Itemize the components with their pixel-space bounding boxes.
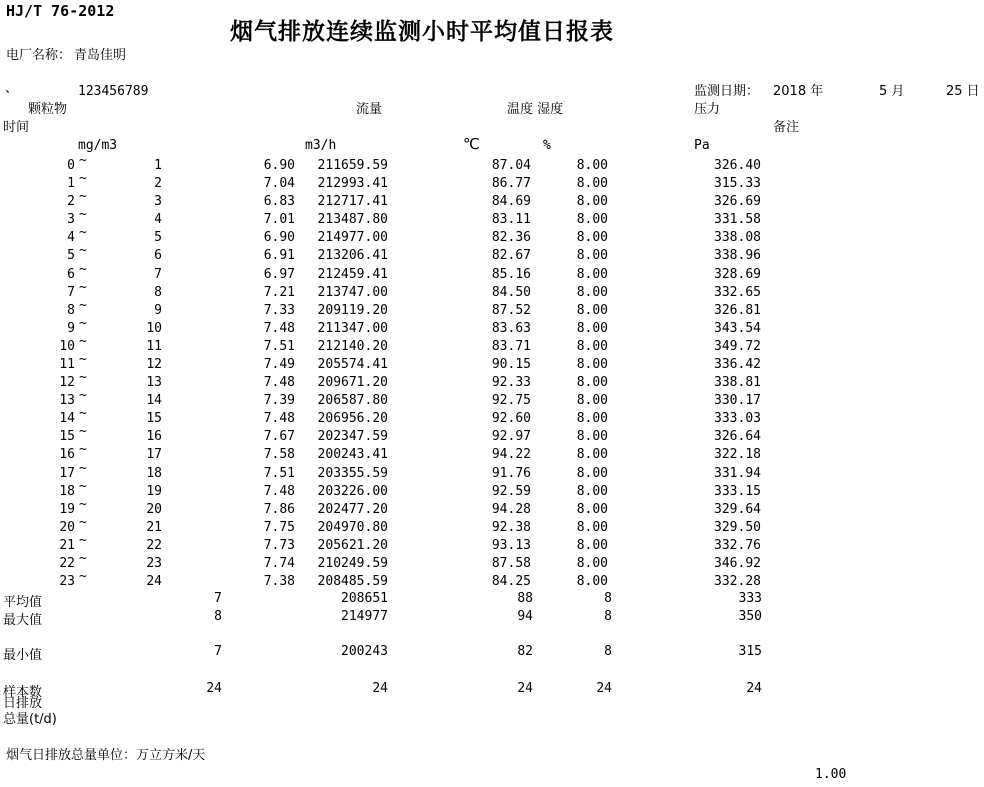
cell-hour-start: 13 <box>59 393 75 408</box>
cell-flow: 205574.41 <box>317 357 388 372</box>
cell-flow: 203355.59 <box>317 466 388 481</box>
cell-humidity: 8.00 <box>576 357 608 372</box>
cell-humidity: 8.00 <box>576 267 608 282</box>
tilde-separator: ~ <box>79 189 87 204</box>
cell-flow: 205621.20 <box>317 538 388 553</box>
cell-pressure: 336.42 <box>714 357 761 372</box>
cell-pressure: 331.58 <box>714 212 761 227</box>
cell-flow: 213747.00 <box>317 285 388 300</box>
cell-humidity: 8.00 <box>576 502 608 517</box>
cell-humidity: 8.00 <box>576 339 608 354</box>
cell-pressure: 332.28 <box>714 574 761 589</box>
cell-hour-start: 10 <box>59 339 75 354</box>
cell-hour-start: 23 <box>59 574 75 589</box>
tilde-separator: ~ <box>79 280 87 295</box>
cell-humidity: 8.00 <box>576 574 608 589</box>
cell-hour-start: 12 <box>59 375 75 390</box>
cell-flow: 212459.41 <box>317 267 388 282</box>
cell-hour-end: 14 <box>146 393 162 408</box>
summary-cell-flow: 208651 <box>341 591 388 606</box>
cell-temp: 83.63 <box>491 321 531 336</box>
cell-pressure: 338.96 <box>714 248 761 263</box>
cell-humidity: 8.00 <box>576 248 608 263</box>
cell-humidity: 8.00 <box>576 194 608 209</box>
col-header-temp-humidity: 温度 湿度 <box>507 102 564 117</box>
tilde-separator: ~ <box>79 370 87 385</box>
cell-pm: 7.33 <box>263 303 295 318</box>
cell-hour-end: 6 <box>154 248 162 263</box>
cell-humidity: 8.00 <box>576 176 608 191</box>
col-header-pm: 颗粒物 <box>28 102 68 117</box>
cell-hour-end: 18 <box>146 466 162 481</box>
cell-humidity: 8.00 <box>576 466 608 481</box>
cell-hour-start: 14 <box>59 411 75 426</box>
monitor-date-year: 2018 年 <box>773 84 824 99</box>
cell-hour-end: 24 <box>146 574 162 589</box>
summary-row-label: 样本数 <box>3 685 43 700</box>
cell-hour-end: 16 <box>146 429 162 444</box>
cell-pm: 7.49 <box>263 357 295 372</box>
cell-temp: 90.15 <box>491 357 531 372</box>
cell-flow: 214977.00 <box>317 230 388 245</box>
cell-humidity: 8.00 <box>576 520 608 535</box>
cell-flow: 204970.80 <box>317 520 388 535</box>
cell-flow: 213487.80 <box>317 212 388 227</box>
cell-humidity: 8.00 <box>576 321 608 336</box>
cell-humidity: 8.00 <box>576 375 608 390</box>
cell-temp: 82.36 <box>491 230 531 245</box>
cell-pressure: 331.94 <box>714 466 761 481</box>
cell-flow: 209671.20 <box>317 375 388 390</box>
cell-temp: 84.25 <box>491 574 531 589</box>
cell-pressure: 346.92 <box>714 556 761 571</box>
cell-pressure: 338.81 <box>714 375 761 390</box>
cell-flow: 209119.20 <box>317 303 388 318</box>
cell-hour-end: 8 <box>154 285 162 300</box>
cell-pressure: 332.76 <box>714 538 761 553</box>
cell-hour-end: 1 <box>154 158 162 173</box>
cell-temp: 87.04 <box>491 158 531 173</box>
cell-hour-start: 1 <box>67 176 75 191</box>
tilde-separator: ~ <box>79 424 87 439</box>
summary-cell-pressure: 315 <box>738 644 762 659</box>
summary-cell-pressure: 333 <box>738 591 762 606</box>
summary-cell-humidity: 8 <box>604 609 612 624</box>
cell-temp: 92.97 <box>491 429 531 444</box>
cell-humidity: 8.00 <box>576 230 608 245</box>
cell-hour-end: 3 <box>154 194 162 209</box>
summary-cell-pm: 7 <box>214 644 222 659</box>
col-header-flow: 流量 <box>356 102 383 117</box>
col-header-pressure: 压力 <box>694 102 721 117</box>
standard-code: HJ/T 76-2012 <box>6 2 115 20</box>
cell-flow: 212140.20 <box>317 339 388 354</box>
cell-hour-end: 19 <box>146 484 162 499</box>
tilde-separator: ~ <box>79 388 87 403</box>
summary-cell-flow: 24 <box>372 681 388 696</box>
cell-pressure: 349.72 <box>714 339 761 354</box>
cell-pm: 7.58 <box>263 447 295 462</box>
summary-cell-flow: 214977 <box>341 609 388 624</box>
punctuation-mark: 、 <box>5 81 19 96</box>
cell-flow: 206956.20 <box>317 411 388 426</box>
cell-hour-end: 21 <box>146 520 162 535</box>
tilde-separator: ~ <box>79 442 87 457</box>
tilde-separator: ~ <box>79 551 87 566</box>
cell-humidity: 8.00 <box>576 538 608 553</box>
cell-pm: 7.01 <box>263 212 295 227</box>
unit-flow: m3/h <box>305 138 337 153</box>
cell-pressure: 338.08 <box>714 230 761 245</box>
cell-hour-end: 4 <box>154 212 162 227</box>
cell-pressure: 343.54 <box>714 321 761 336</box>
cell-humidity: 8.00 <box>576 285 608 300</box>
cell-hour-end: 17 <box>146 447 162 462</box>
cell-pressure: 333.15 <box>714 484 761 499</box>
tilde-separator: ~ <box>79 497 87 512</box>
cell-pm: 7.75 <box>263 520 295 535</box>
cell-temp: 91.76 <box>491 466 531 481</box>
summary-cell-humidity: 8 <box>604 591 612 606</box>
cell-humidity: 8.00 <box>576 393 608 408</box>
cell-pm: 7.48 <box>263 484 295 499</box>
cell-flow: 200243.41 <box>317 447 388 462</box>
summary-cell-pm: 8 <box>214 609 222 624</box>
summary-cell-temp: 24 <box>517 681 533 696</box>
cell-pressure: 333.03 <box>714 411 761 426</box>
page-number: 1.00 <box>815 767 847 782</box>
cell-pressure: 326.81 <box>714 303 761 318</box>
cell-hour-start: 17 <box>59 466 75 481</box>
cell-pm: 7.39 <box>263 393 295 408</box>
tilde-separator: ~ <box>79 461 87 476</box>
cell-hour-start: 15 <box>59 429 75 444</box>
tilde-separator: ~ <box>79 243 87 258</box>
cell-humidity: 8.00 <box>576 429 608 444</box>
cell-pm: 7.51 <box>263 466 295 481</box>
cell-pressure: 326.40 <box>714 158 761 173</box>
cell-hour-start: 16 <box>59 447 75 462</box>
tilde-separator: ~ <box>79 406 87 421</box>
cell-pm: 7.67 <box>263 429 295 444</box>
cell-temp: 92.33 <box>491 375 531 390</box>
tilde-separator: ~ <box>79 352 87 367</box>
cell-humidity: 8.00 <box>576 212 608 227</box>
cell-hour-start: 9 <box>67 321 75 336</box>
cell-pm: 6.97 <box>263 267 295 282</box>
cell-hour-end: 13 <box>146 375 162 390</box>
cell-hour-end: 5 <box>154 230 162 245</box>
cell-humidity: 8.00 <box>576 556 608 571</box>
cell-flow: 211347.00 <box>317 321 388 336</box>
cell-hour-end: 11 <box>146 339 162 354</box>
cell-pressure: 315.33 <box>714 176 761 191</box>
monitor-date-day: 25 日 <box>946 84 980 99</box>
cell-pm: 7.38 <box>263 574 295 589</box>
emission-unit-note: 烟气日排放总量单位：万立方米/天 <box>6 748 206 763</box>
cell-flow: 203226.00 <box>317 484 388 499</box>
cell-humidity: 8.00 <box>576 411 608 426</box>
cell-hour-start: 5 <box>67 248 75 263</box>
monitor-date-label: 监测日期： <box>694 84 760 99</box>
page-title: 烟气排放连续监测小时平均值日报表 <box>230 19 614 45</box>
cell-hour-start: 8 <box>67 303 75 318</box>
summary-cell-temp: 82 <box>517 644 533 659</box>
cell-flow: 212717.41 <box>317 194 388 209</box>
cell-hour-start: 0 <box>67 158 75 173</box>
cell-temp: 92.60 <box>491 411 531 426</box>
cell-temp: 83.11 <box>491 212 531 227</box>
cell-pm: 6.91 <box>263 248 295 263</box>
cell-pressure: 332.65 <box>714 285 761 300</box>
cell-hour-end: 7 <box>154 267 162 282</box>
cell-temp: 94.28 <box>491 502 531 517</box>
cell-pressure: 329.50 <box>714 520 761 535</box>
tilde-separator: ~ <box>79 207 87 222</box>
cell-hour-start: 22 <box>59 556 75 571</box>
cell-humidity: 8.00 <box>576 447 608 462</box>
cell-flow: 206587.80 <box>317 393 388 408</box>
summary-cell-humidity: 8 <box>604 644 612 659</box>
cell-flow: 212993.41 <box>317 176 388 191</box>
cell-flow: 211659.59 <box>317 158 388 173</box>
cell-hour-start: 21 <box>59 538 75 553</box>
tilde-separator: ~ <box>79 515 87 530</box>
cell-hour-start: 11 <box>59 357 75 372</box>
plant-name-value: 青岛佳明 <box>74 48 127 63</box>
cell-temp: 87.52 <box>491 303 531 318</box>
cell-temp: 82.67 <box>491 248 531 263</box>
cell-hour-start: 3 <box>67 212 75 227</box>
cell-pressure: 326.64 <box>714 429 761 444</box>
cell-hour-start: 4 <box>67 230 75 245</box>
tilde-separator: ~ <box>79 569 87 584</box>
summary-cell-temp: 88 <box>517 591 533 606</box>
cell-temp: 86.77 <box>491 176 531 191</box>
cell-pressure: 329.64 <box>714 502 761 517</box>
cell-hour-start: 19 <box>59 502 75 517</box>
cell-hour-end: 23 <box>146 556 162 571</box>
summary-cell-pressure: 24 <box>746 681 762 696</box>
cell-humidity: 8.00 <box>576 484 608 499</box>
cell-flow: 208485.59 <box>317 574 388 589</box>
cell-pressure: 328.69 <box>714 267 761 282</box>
cell-temp: 92.75 <box>491 393 531 408</box>
monitor-date-month: 5 月 <box>879 84 905 99</box>
summary-cell-pm: 7 <box>214 591 222 606</box>
cell-hour-start: 18 <box>59 484 75 499</box>
cell-temp: 83.71 <box>491 339 531 354</box>
unit-pm: mg/m3 <box>78 138 118 153</box>
unit-pressure: Pa <box>694 138 710 153</box>
cell-pm: 7.48 <box>263 411 295 426</box>
cell-pm: 7.48 <box>263 321 295 336</box>
summary-row-label: 最大值 <box>3 613 43 628</box>
daily-emission-label-line1: 日排放 <box>3 696 43 711</box>
cell-pressure: 326.69 <box>714 194 761 209</box>
unit-humidity: % <box>543 138 551 153</box>
tilde-separator: ~ <box>79 298 87 313</box>
col-header-time: 时间 <box>3 120 30 135</box>
cell-temp: 93.13 <box>491 538 531 553</box>
tilde-separator: ~ <box>79 533 87 548</box>
cell-pm: 7.04 <box>263 176 295 191</box>
cell-temp: 85.16 <box>491 267 531 282</box>
tilde-separator: ~ <box>79 225 87 240</box>
cell-hour-end: 10 <box>146 321 162 336</box>
cell-humidity: 8.00 <box>576 158 608 173</box>
cell-hour-end: 22 <box>146 538 162 553</box>
summary-row-label: 平均值 <box>3 595 43 610</box>
cell-pm: 7.21 <box>263 285 295 300</box>
tilde-separator: ~ <box>79 153 87 168</box>
col-header-remark: 备注 <box>773 120 800 135</box>
cell-hour-end: 15 <box>146 411 162 426</box>
cell-flow: 210249.59 <box>317 556 388 571</box>
cell-pm: 7.86 <box>263 502 295 517</box>
cell-temp: 92.59 <box>491 484 531 499</box>
cell-temp: 94.22 <box>491 447 531 462</box>
cell-pm: 7.73 <box>263 538 295 553</box>
cell-temp: 84.50 <box>491 285 531 300</box>
cell-temp: 87.58 <box>491 556 531 571</box>
summary-cell-temp: 94 <box>517 609 533 624</box>
cell-hour-end: 9 <box>154 303 162 318</box>
cell-pm: 7.48 <box>263 375 295 390</box>
cell-flow: 213206.41 <box>317 248 388 263</box>
cell-pm: 6.83 <box>263 194 295 209</box>
cell-hour-start: 20 <box>59 520 75 535</box>
cell-pressure: 322.18 <box>714 447 761 462</box>
plant-name-label: 电厂名称： <box>6 48 72 63</box>
cell-pm: 7.51 <box>263 339 295 354</box>
cell-hour-end: 12 <box>146 357 162 372</box>
cell-pm: 6.90 <box>263 230 295 245</box>
tilde-separator: ~ <box>79 316 87 331</box>
cell-pm: 7.74 <box>263 556 295 571</box>
serial-number: 123456789 <box>78 84 149 99</box>
tilde-separator: ~ <box>79 334 87 349</box>
cell-flow: 202347.59 <box>317 429 388 444</box>
summary-cell-humidity: 24 <box>596 681 612 696</box>
summary-cell-pm: 24 <box>206 681 222 696</box>
summary-cell-flow: 200243 <box>341 644 388 659</box>
cell-hour-start: 2 <box>67 194 75 209</box>
cell-pm: 6.90 <box>263 158 295 173</box>
tilde-separator: ~ <box>79 171 87 186</box>
cell-temp: 84.69 <box>491 194 531 209</box>
tilde-separator: ~ <box>79 262 87 277</box>
daily-emission-label-line2: 总量(t/d) <box>3 712 57 727</box>
summary-row-label: 最小值 <box>3 648 43 663</box>
cell-temp: 92.38 <box>491 520 531 535</box>
cell-hour-end: 2 <box>154 176 162 191</box>
cell-flow: 202477.20 <box>317 502 388 517</box>
cell-hour-end: 20 <box>146 502 162 517</box>
summary-cell-pressure: 350 <box>738 609 762 624</box>
unit-temp: ℃ <box>463 135 480 153</box>
cell-hour-start: 7 <box>67 285 75 300</box>
cell-hour-start: 6 <box>67 267 75 282</box>
tilde-separator: ~ <box>79 479 87 494</box>
cell-pressure: 330.17 <box>714 393 761 408</box>
cell-humidity: 8.00 <box>576 303 608 318</box>
